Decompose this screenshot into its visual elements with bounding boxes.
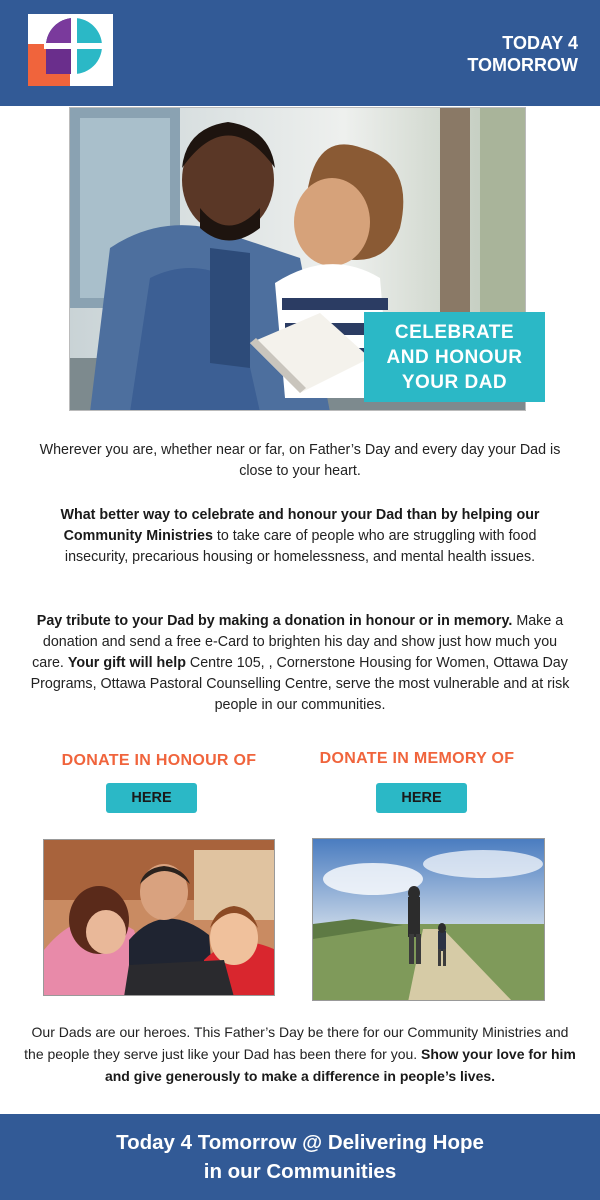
donate-honour-button[interactable]: HERE (106, 783, 197, 813)
intro-paragraph-3-text-1: Make a donation and send a free e-Card to brighten his day and show just how much you care. (32, 613, 564, 671)
donate-memory-button[interactable]: HERE (376, 783, 467, 813)
closing-text: Our Dads are our heroes. This Father’s Day be there for our Community Ministries and the people they serve just like your Dad has been there for you. (24, 1024, 569, 1062)
intro-paragraph-2-text: to take care of people who are struggling with food insecurity, precarious housing or homelessness, and mental health issues. (64, 528, 537, 565)
header-bar (0, 0, 600, 106)
family-laptop-photo (43, 839, 275, 996)
footer-bar: Today 4 Tomorrow @ Delivering Hope in our Communities (0, 1114, 600, 1200)
donate-honour-heading: DONATE IN HONOUR OF (61, 752, 257, 769)
intro-paragraph-2-bold: What better way to celebrate and honour your Dad than by helping our Community Ministries (60, 507, 540, 544)
intro-paragraph-1: Wherever you are, whether near or far, on Father’s Day and every day your Dad is close to your heart. (39, 442, 561, 479)
cross-circle-logo-icon[interactable] (28, 14, 113, 86)
intro-paragraph-3 (30, 611, 570, 716)
intro-paragraph-3-bold-1: Pay tribute to your Dad by making a donation in honour or in memory. (36, 613, 513, 629)
father-son-walking-path-photo (312, 838, 545, 1001)
intro-paragraph-3-bold-2: Your gift will help (67, 655, 186, 671)
hero-badge: CELEBRATE AND HONOUR YOUR DAD (364, 312, 545, 402)
header-title: TODAY 4 TOMORROW (467, 33, 578, 75)
closing-bold: Show your love for him and give generously to make a difference in people’s lives. (104, 1046, 576, 1084)
donate-memory-heading: DONATE IN MEMORY OF (319, 750, 515, 767)
intro-paragraph-3-text-2: Centre 105, , Cornerstone Housing for Women, Ottawa Day Programs, Ottawa Pastoral Counselling Centre, serve the most vulnerable and at risk people in our communities. (30, 655, 570, 713)
closing-paragraph (20, 1021, 580, 1087)
intro-paragraph-2 (30, 505, 570, 568)
